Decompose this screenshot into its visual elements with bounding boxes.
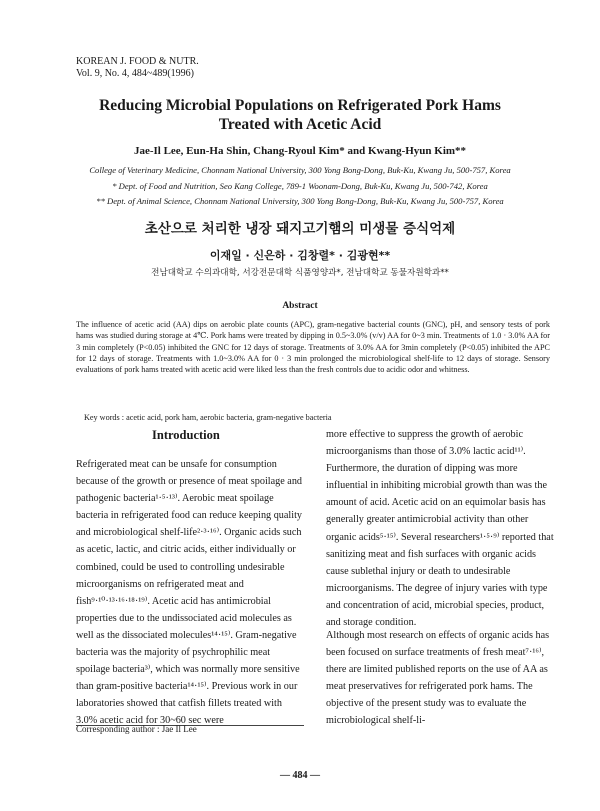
- page-number: — 484 —: [280, 770, 320, 781]
- affiliation-3: ** Dept. of Animal Science, Chonnam National University, 300 Yong Bong-Dong, Buk-Ku, Kwang Ju, 500-757, Korea: [96, 196, 504, 206]
- affiliation-1: College of Veterinary Medicine, Chonnam National University, 300 Yong Bong-Dong, Buk-Ku, Kwang Ju, 500-757, Korea: [89, 165, 511, 175]
- journal-name: KOREAN J. FOOD & NUTR.: [76, 56, 199, 67]
- paper-title: [40, 96, 560, 134]
- journal-volume: Vol. 9, No. 4, 484~489(1996): [76, 68, 195, 79]
- korean-title: 초산으로 처리한 냉장 돼지고기햄의 미생물 증식억제: [144, 221, 456, 237]
- intro-left-column: Refrigerated meat can be unsafe for consumption because of the growth or presence of meat spoilage and pathogenic bacteria¹·⁵·¹³⁾. Aerobic meat spoilage bacteria in refrigerated food can reduce keeping quality and microbiological shelf-life²·³·¹⁶⁾. Organic acids such as acetic, lactic, and citric acids, either individually or combined, could be used to controlling undesirable microorganisms on refrigerated meat and fish⁹·¹⁰·¹³·¹⁶·¹⁸·¹⁹⁾. Acetic acid has antimicrobial properties due to the undissociated acid molecules as well as the dissociated molecules¹⁴·¹⁵⁾. Gram-negative bacteria was the majority of psychrophilic meat spoilage bacteria³⁾, which was normally more sensitive than gram-positive bacteria¹⁴·¹⁵⁾. Previous work in our laboratories showed that catfish fillets treated with 3.0% acetic acid for 30~60 sec were: [76, 459, 303, 727]
- title-line-1: Reducing Microbial Populations on Refrigerated Pork Hams: [99, 97, 501, 114]
- section-heading-introduction: Introduction: [152, 428, 220, 442]
- intro-right-column-paragraph-2: Although most research on effects of organic acids has been focused on surface treatments of fresh meat⁷·¹⁶⁾, there are limited published reports on the use of AA as meat preservatives for refrigerated pork hams. The objective of the present study was to evaluate the microbiological shelf-li-: [326, 630, 550, 727]
- korean-authors: 이재일 · 신은하 · 김창렬* · 김광현**: [209, 249, 391, 262]
- corresponding-author-footnote: Corresponding author : Jae Il Lee: [76, 724, 197, 734]
- author-list: Jae-Il Lee, Eun-Ha Shin, Chang-Ryoul Kim* and Kwang-Hyun Kim**: [133, 145, 467, 157]
- korean-affiliations: 전남대학교 수의과대학, 서강전문대학 식품영양과*, 전남대학교 동물자원학과**: [151, 268, 449, 278]
- keywords: Key words : acetic acid, pork ham, aerobic bacteria, gram-negative bacteria: [84, 413, 332, 422]
- abstract-body: The influence of acetic acid (AA) dips on aerobic plate counts (APC), gram-negative bacterial counts (GNC), pH, and sensory tests of pork hams was studied during storage at 4℃. Pork hams were treated by dipping in 0.5~3.0% (v/v) AA for 0~3 min. Treatments of 1.0 · 3.0% AA for 3 min completely (P<0.05) inhibited the GNC for 12 days of storage. Treatments of 3.0% AA for 3min completely (P<0.05) inhibited the APC for 12 days of storage. Treatments with 1.0~3.0% AA for 0 · 3 min prolonged the microbiological shelf-life to 12 days of storage. Sensory evaluations of pork hams treated with acetic acid were liked less than the fresh controls due to acidic odor and whitness.: [76, 320, 550, 375]
- abstract-heading: Abstract: [282, 301, 318, 311]
- journal-citation: [76, 56, 199, 80]
- affiliation-2: * Dept. of Food and Nutrition, Seo Kang College, 789-1 Woonam-Dong, Buk-Ku, Kwang Ju, 500-742, Korea: [112, 181, 488, 191]
- intro-right-column-paragraph-1: more effective to suppress the growth of aerobic microorganisms than those of 3.0% lactic acid¹¹⁾. Furthermore, the duration of dipping was more influential in inhibiting microbial growth than was the amount of acid. Acetic acid on an equimolar basis has generally greater antimicrobial activity than other organic acids⁵·¹⁵⁾. Several researchers¹·⁵·⁹⁾ reported that sanitizing meat and fish surfaces with organic acids cause sublethal injury or death to undesirable microorganisms. The degree of injury varies with type and concentration of acid, microbial species, product, and storage condition.: [326, 429, 554, 629]
- title-line-2: Treated with Acetic Acid: [218, 116, 382, 133]
